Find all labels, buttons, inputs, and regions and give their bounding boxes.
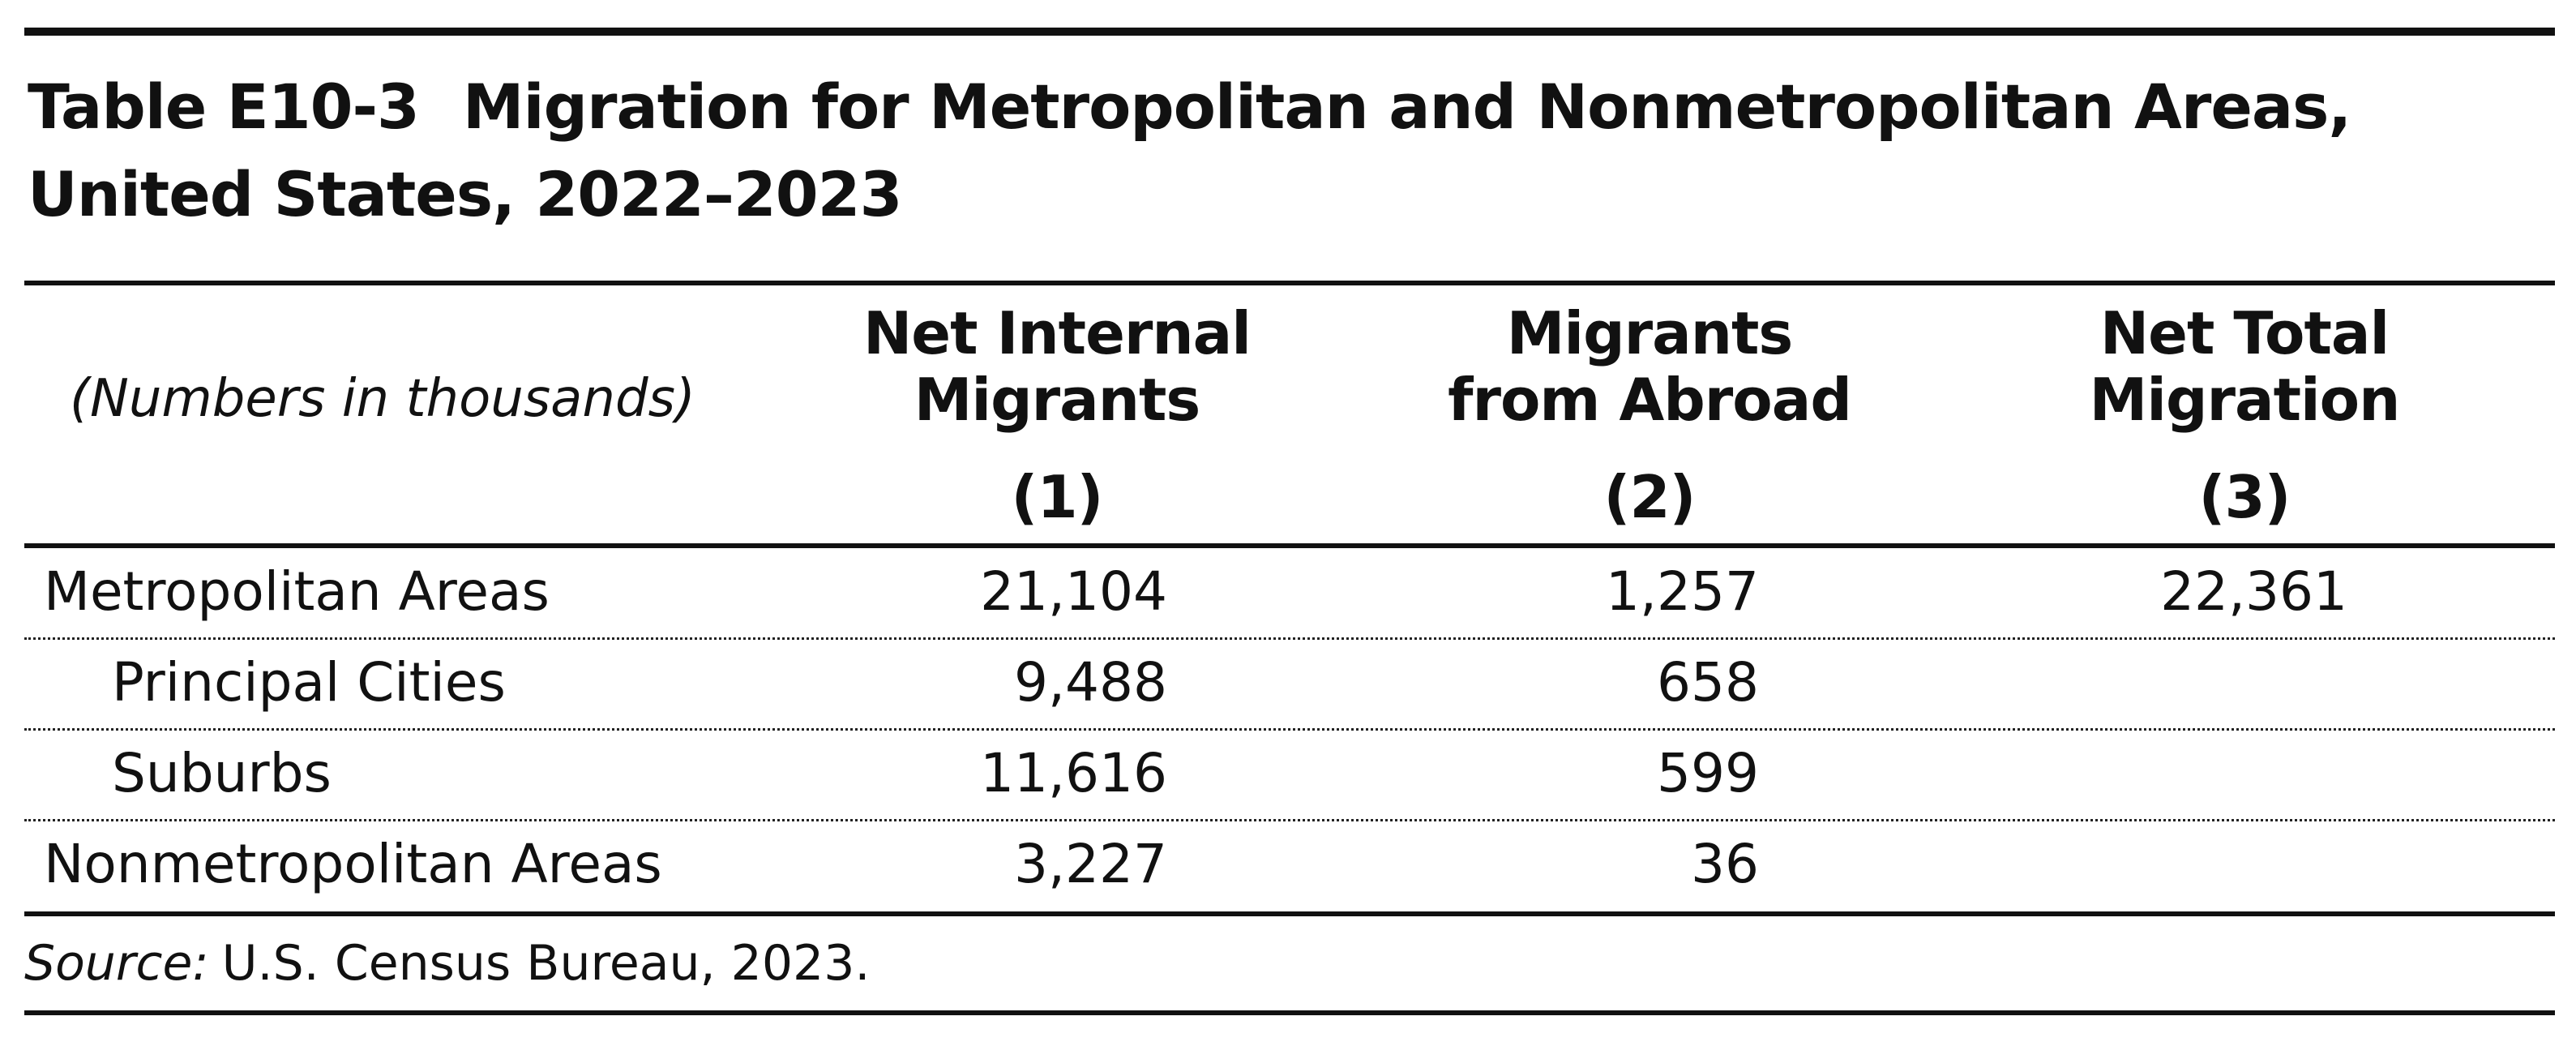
table-title — [28, 63, 2459, 238]
footer-bottom-rule — [24, 1010, 2555, 1015]
source-note — [24, 931, 870, 996]
column-header-net-internal-migrants — [765, 300, 1349, 530]
column-header-line2: from Abroad — [1448, 366, 1851, 434]
body-bottom-rule — [24, 911, 2555, 916]
column-header-net-total-migration — [1953, 300, 2536, 530]
table-row-suburbs — [24, 733, 2555, 824]
source-text: U.S. Census Bureau, 2023. — [221, 935, 871, 992]
row-label: Principal Cities — [112, 651, 506, 714]
column-header-line1: Migrants — [1506, 299, 1793, 367]
header-top-rule — [24, 281, 2555, 285]
table-number: Table E10-3 — [28, 71, 419, 143]
source-label: Source: — [24, 935, 209, 992]
cell-net-internal-migrants: 21,104 — [980, 560, 1167, 623]
cell-migrants-from-abroad: 36 — [1691, 833, 1759, 895]
table-row-principal-cities — [24, 642, 2555, 733]
header-bottom-rule — [24, 543, 2555, 548]
column-header-line1: Net Internal — [863, 299, 1251, 367]
column-header-line2: Migrants — [914, 366, 1200, 434]
table-row-nonmetropolitan-areas — [24, 824, 2555, 915]
cell-migrants-from-abroad: 599 — [1657, 742, 1759, 804]
cell-net-internal-migrants: 9,488 — [1014, 651, 1167, 714]
top-rule — [24, 28, 2555, 36]
table-title-line2: United States, 2022–2023 — [28, 158, 902, 230]
units-note: (Numbers in thousands) — [70, 369, 695, 429]
column-number: (3) — [2198, 463, 2291, 531]
cell-net-internal-migrants: 3,227 — [1014, 833, 1167, 895]
row-label: Metropolitan Areas — [44, 560, 550, 623]
row-divider — [24, 637, 2555, 640]
cell-net-total-migration: 22,361 — [2160, 560, 2347, 623]
column-number: (1) — [1011, 463, 1103, 531]
column-header-migrants-from-abroad — [1358, 300, 1941, 530]
column-number: (2) — [1603, 463, 1696, 531]
row-label: Nonmetropolitan Areas — [44, 833, 662, 895]
column-header-line2: Migration — [2089, 366, 2400, 434]
column-header-line1: Net Total — [2099, 299, 2390, 367]
table-title-line1: Migration for Metropolitan and Nonmetropolitan Areas, — [462, 71, 2351, 143]
row-label: Suburbs — [112, 742, 332, 804]
cell-migrants-from-abroad: 1,257 — [1606, 560, 1759, 623]
cell-migrants-from-abroad: 658 — [1657, 651, 1759, 714]
row-divider — [24, 728, 2555, 731]
row-divider — [24, 819, 2555, 821]
table-row-metropolitan-areas — [24, 551, 2555, 642]
cell-net-internal-migrants: 11,616 — [980, 742, 1167, 804]
